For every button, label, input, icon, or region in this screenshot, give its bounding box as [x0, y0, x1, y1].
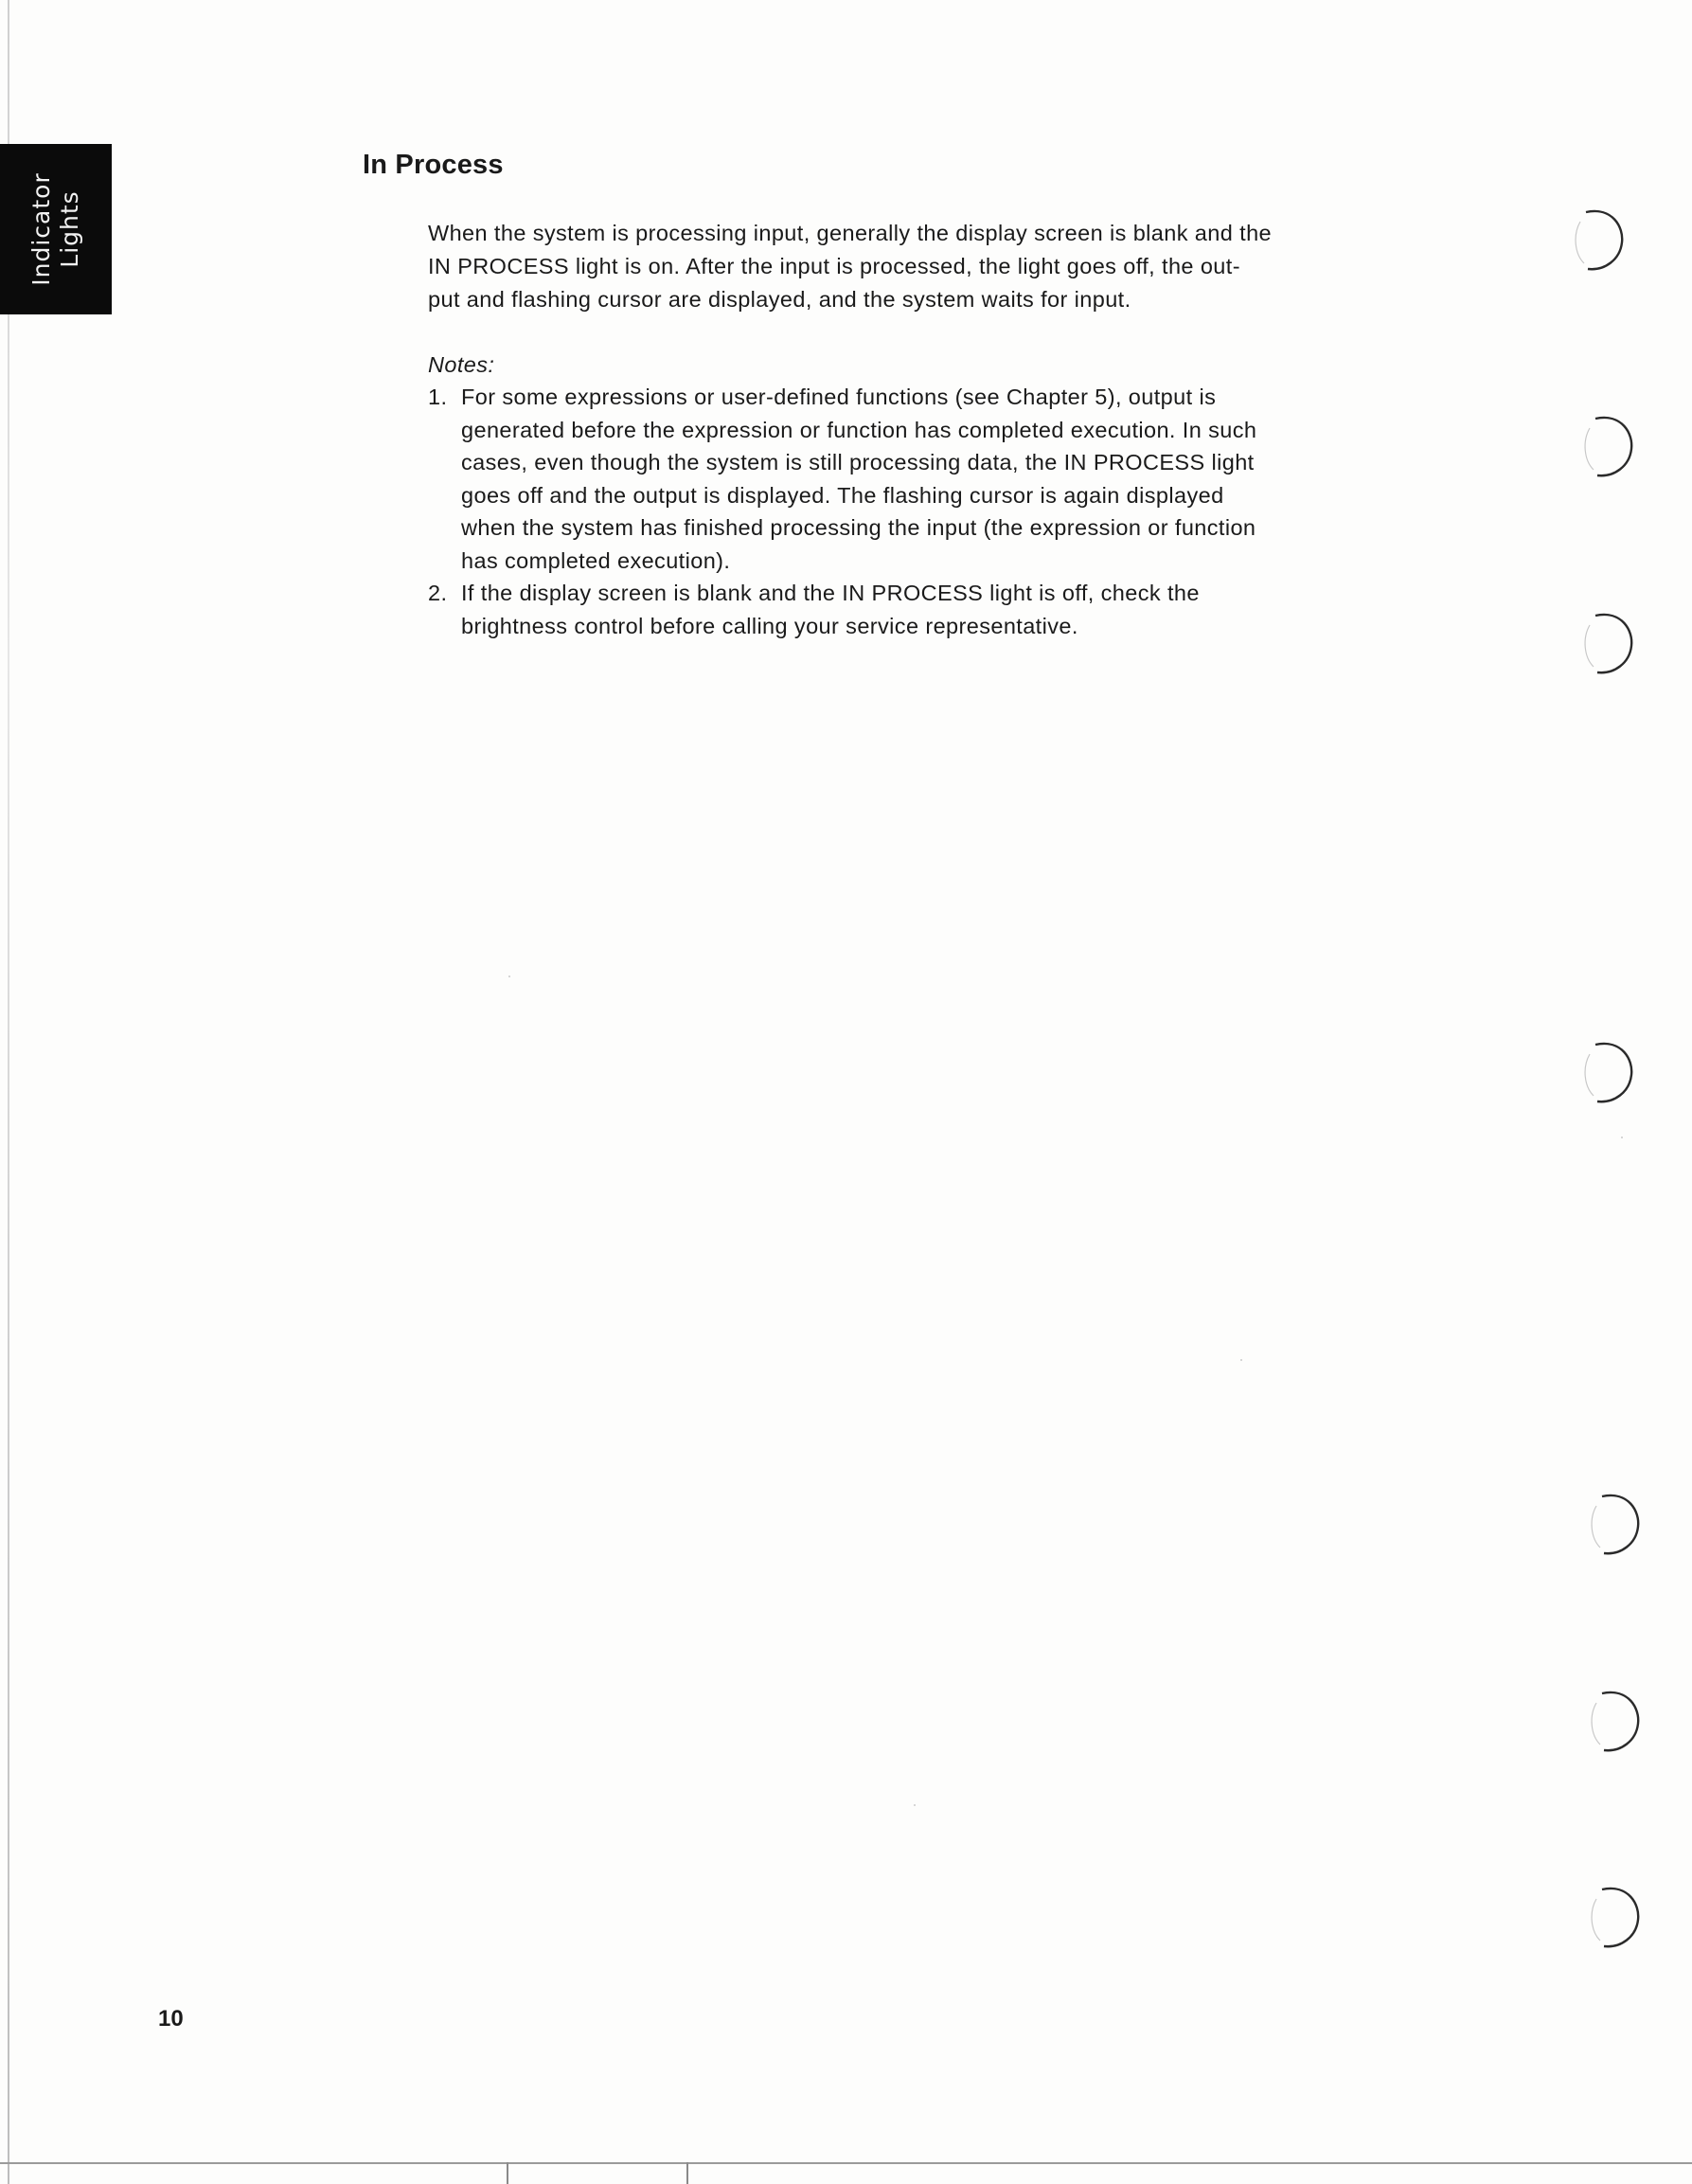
note-line: For some expressions or user-defined functions (see Chapter 5), output is	[461, 385, 1217, 409]
punch-hole-icon	[1576, 606, 1639, 680]
note-line: has completed execution).	[461, 547, 731, 573]
note-line: If the display screen is blank and the IN PROCESS light is off, check the	[461, 581, 1200, 605]
punch-hole-icon	[1576, 409, 1639, 483]
note-line: generated before the expression or function has completed execution. In such	[461, 417, 1257, 442]
punch-hole-icon	[1567, 203, 1630, 277]
index-tab-label-line1: Indicator	[27, 172, 55, 286]
note-line: goes off and the output is displayed. The flashing cursor is again displayed	[461, 482, 1224, 508]
paragraph-line: put and flashing cursor are displayed, and the system waits for input.	[428, 287, 1131, 312]
scan-bottom-tick	[507, 2162, 508, 2184]
note-item-1	[428, 381, 1375, 577]
page-number: 10	[158, 2006, 184, 2032]
scan-speck	[1621, 1137, 1623, 1138]
scan-left-edge	[8, 0, 9, 2184]
index-tab-label	[27, 172, 84, 285]
section-paragraph	[428, 217, 1365, 316]
section-heading: In Process	[363, 150, 504, 180]
note-line: brightness control before calling your service representative.	[461, 613, 1078, 638]
paragraph-line: When the system is processing input, generally the display screen is blank and the	[428, 221, 1273, 245]
punch-hole-icon	[1583, 1684, 1646, 1758]
scan-speck	[1240, 1359, 1242, 1361]
punch-hole-icon	[1583, 1487, 1646, 1561]
scan-speck	[914, 1804, 916, 1806]
punch-hole-icon	[1583, 1880, 1646, 1954]
scan-bottom-edge	[0, 2162, 1692, 2164]
punch-hole-icon	[1576, 1035, 1639, 1109]
scan-bottom-tick	[686, 2162, 688, 2184]
notes-label: Notes:	[428, 352, 495, 377]
note-number: 2.	[428, 581, 448, 605]
note-line: cases, even though the system is still processing data, the IN PROCESS light	[461, 450, 1255, 474]
index-tab	[0, 144, 112, 314]
notes-list	[428, 381, 1375, 642]
index-tab-label-line2: Lights	[56, 190, 83, 268]
note-line: when the system has finished processing the input (the expression or function	[461, 515, 1256, 540]
note-number: 1.	[428, 385, 448, 409]
paragraph-line: IN PROCESS light is on. After the input is processed, the light goes off, the out-	[428, 254, 1240, 278]
scan-speck	[508, 976, 510, 977]
note-item-2	[428, 577, 1375, 642]
